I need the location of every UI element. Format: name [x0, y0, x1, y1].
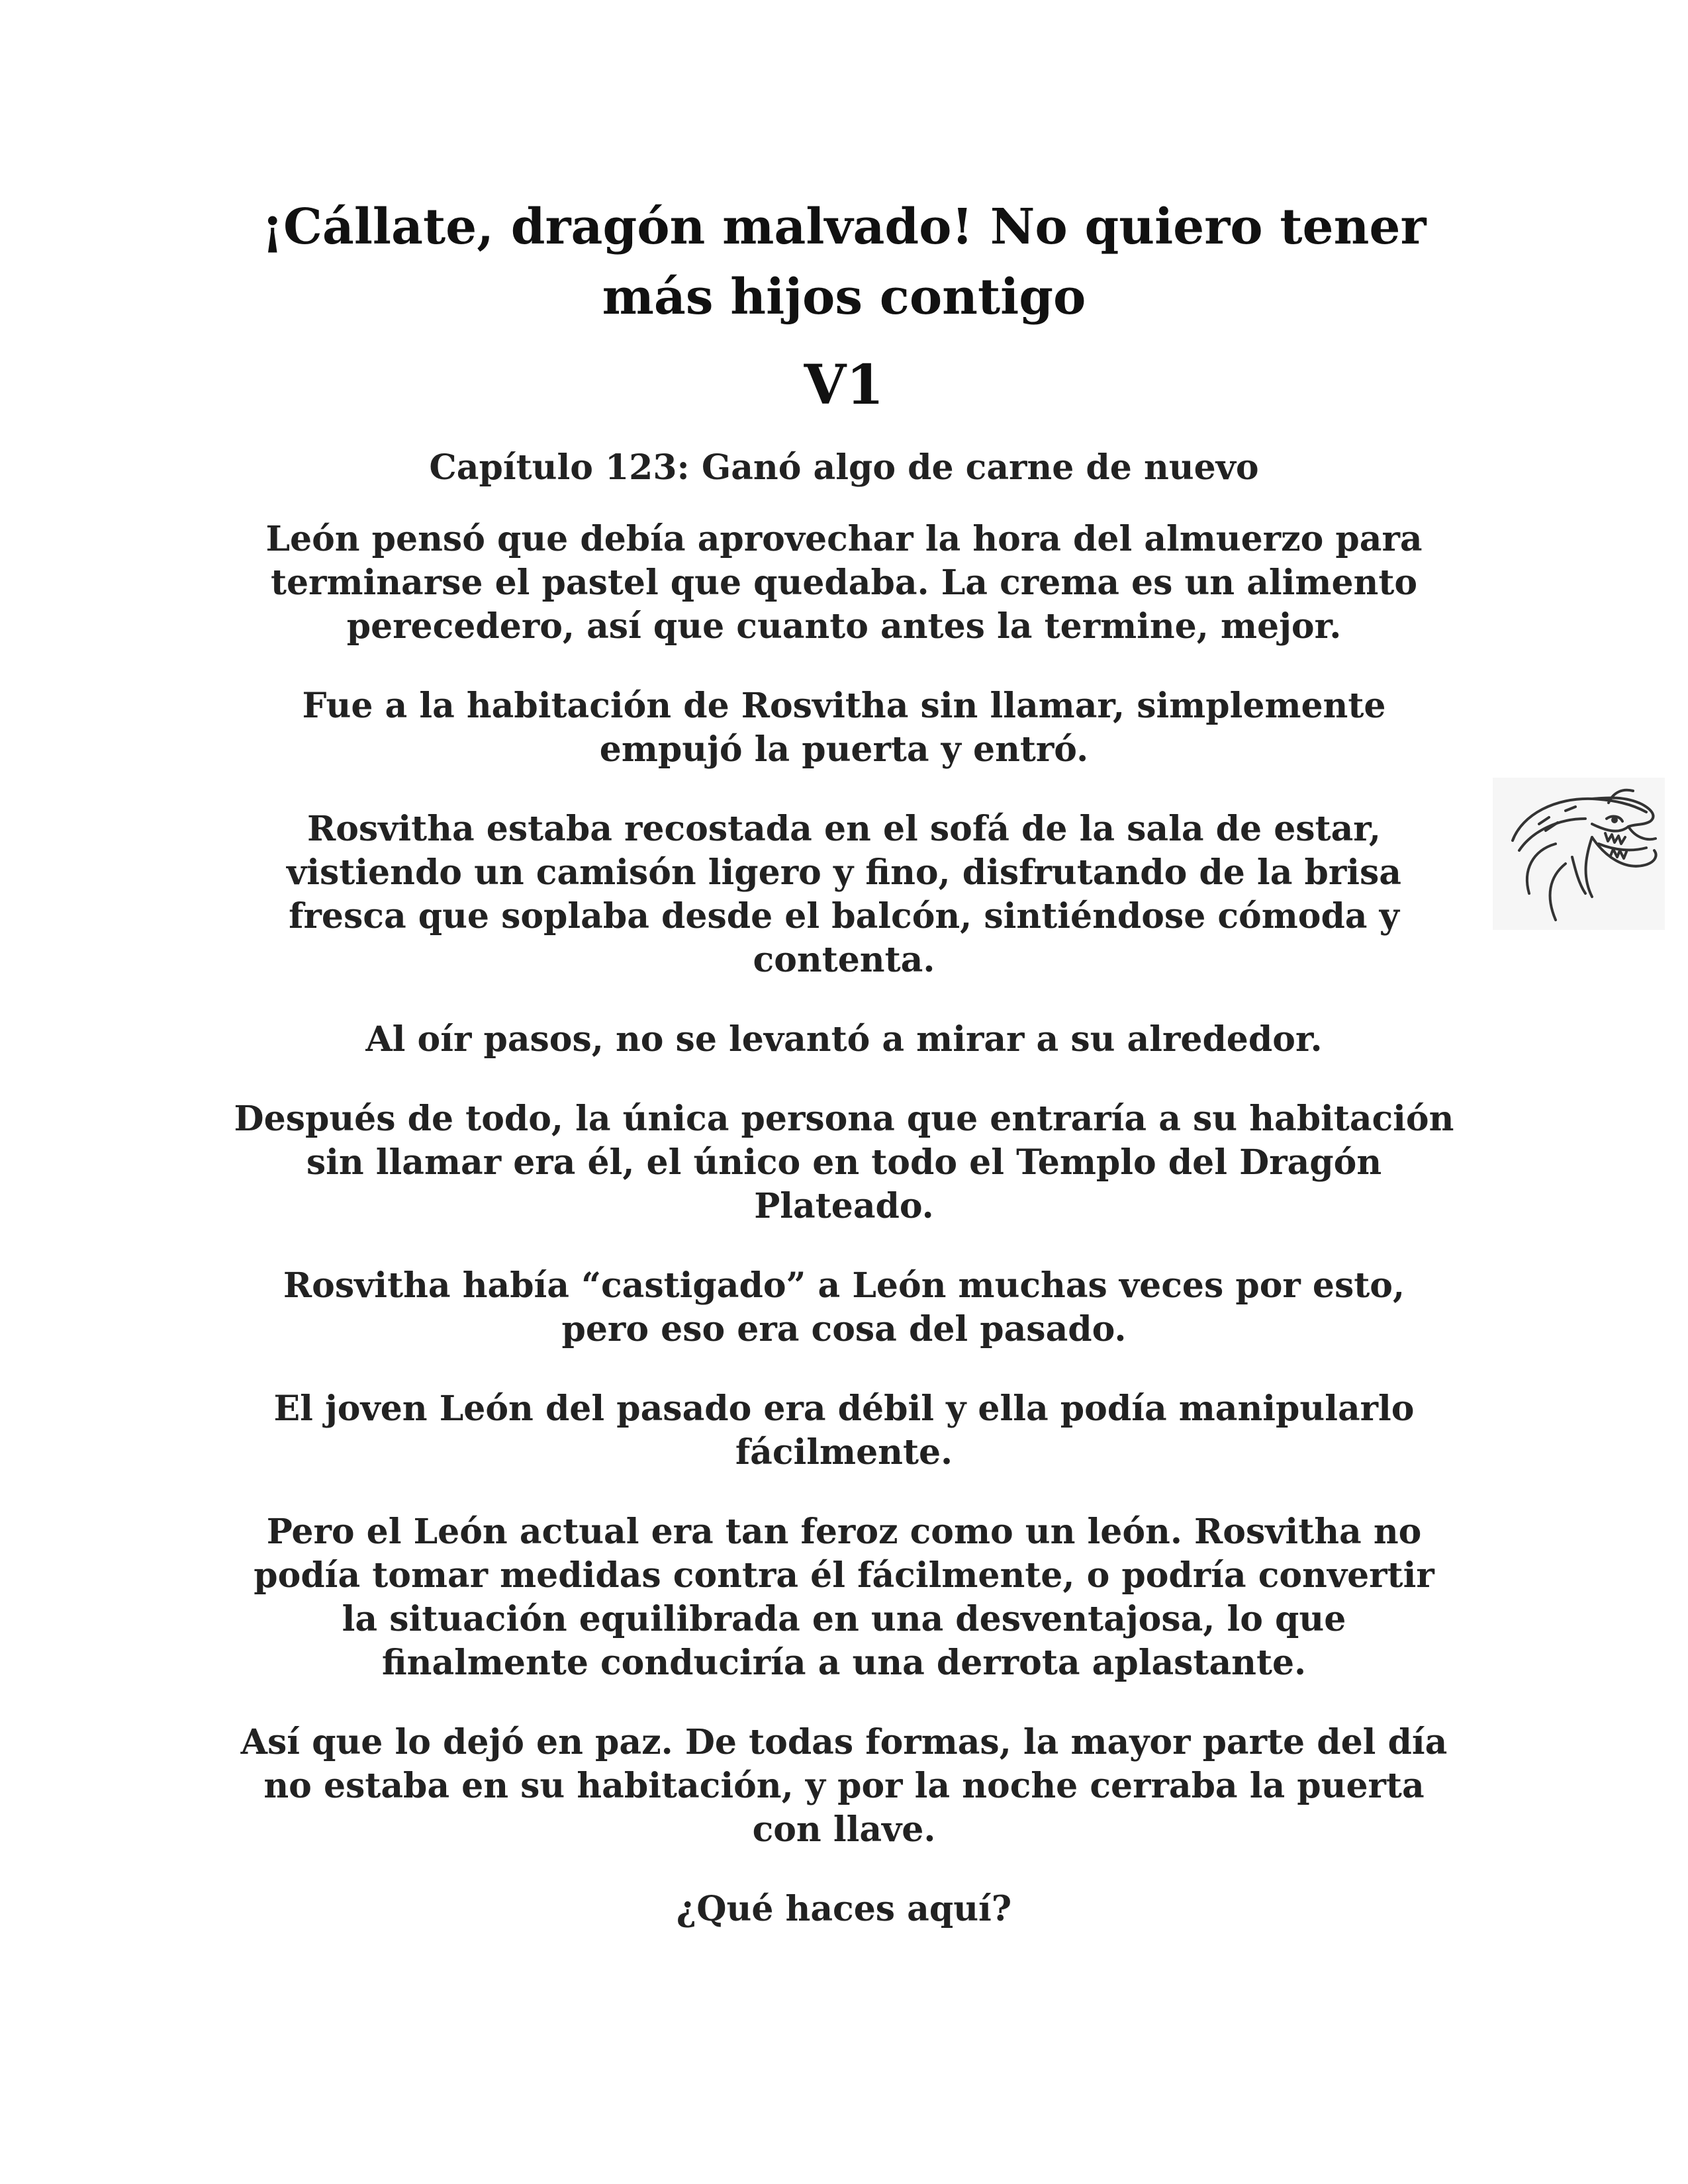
paragraph-line: Después de todo, la única persona que entraría a su habitación [234, 1099, 1454, 1139]
paragraph-line: no estaba en su habitación, y por la noche cerraba la puerta [263, 1766, 1425, 1806]
paragraph [212, 684, 1476, 772]
paragraph-line: Rosvitha había “castigado” a León muchas veces por esto, [283, 1265, 1405, 1306]
paragraph [212, 1097, 1476, 1228]
paragraph [212, 1387, 1476, 1475]
title-line: más hijos contigo [602, 269, 1086, 326]
paragraph-line: contenta. [753, 940, 935, 980]
paragraph [212, 1888, 1476, 1931]
paragraph-line: León pensó que debía aprovechar la hora del almuerzo para [265, 519, 1423, 559]
paragraph-line: El joven León del pasado era débil y ella podía manipularlo [273, 1388, 1415, 1429]
paragraph-line: Fue a la habitación de Rosvitha sin llamar, simplemente [302, 686, 1386, 726]
body-text [212, 518, 1476, 1931]
paragraph [212, 1018, 1476, 1062]
paragraph-line: la situación equilibrada en una desventajosa, lo que [342, 1599, 1346, 1639]
paragraph-line: empujó la puerta y entró. [599, 729, 1089, 770]
paragraph-line: Así que lo dejó en paz. De todas formas, la mayor parte del día [240, 1722, 1448, 1762]
paragraph-line: fresca que soplaba desde el balcón, sintiéndose cómoda y [289, 896, 1399, 936]
paragraph [212, 518, 1476, 649]
paragraph-line: pero eso era cosa del pasado. [561, 1309, 1127, 1349]
paragraph-line: finalmente conduciría a una derrota aplastante. [381, 1643, 1307, 1683]
paragraph-line: podía tomar medidas contra él fácilmente, o podría convertir [254, 1555, 1434, 1596]
paragraph-line: Rosvitha estaba recostada en el sofá de la sala de estar, [307, 809, 1381, 849]
book-title [212, 192, 1476, 332]
paragraph [212, 1264, 1476, 1351]
paragraph [212, 1510, 1476, 1685]
paragraph-line: perecedero, así que cuanto antes la termine, mejor. [346, 606, 1342, 647]
paragraph-line: ¿Qué haces aquí? [676, 1889, 1012, 1929]
paragraph-line: Al oír pasos, no se levantó a mirar a su alrededor. [365, 1019, 1323, 1060]
document-page [212, 192, 1476, 1967]
paragraph-line: fácilmente. [735, 1432, 953, 1473]
paragraph [212, 1721, 1476, 1852]
title-line: ¡Cállate, dragón malvado! No quiero tener [261, 199, 1427, 255]
volume-label: V1 [804, 353, 884, 417]
paragraph-line: terminarse el pastel que quedaba. La crema es un alimento [270, 563, 1418, 603]
chapter-heading: Capítulo 123: Ganó algo de carne de nuevo [429, 447, 1259, 488]
paragraph-line: Plateado. [754, 1186, 934, 1226]
dragon-head-sketch-icon [1493, 778, 1665, 930]
paragraph-line: sin llamar era él, el único en todo el Templo del Dragón [306, 1142, 1382, 1183]
paragraph-line: vistiendo un camisón ligero y fino, disfrutando de la brisa [287, 852, 1401, 893]
paragraph-line: con llave. [752, 1809, 936, 1850]
paragraph-line: Pero el León actual era tan feroz como un león. Rosvitha no [266, 1512, 1422, 1552]
paragraph [212, 807, 1476, 982]
